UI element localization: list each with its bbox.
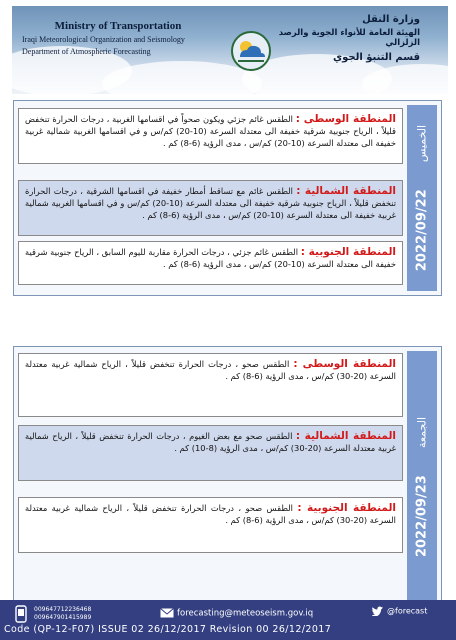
ministry-name-en: Ministry of Transportation bbox=[54, 20, 182, 32]
region-name: المنطقة الجنوبية : bbox=[300, 246, 397, 258]
email-link[interactable]: forecasting@meteoseism.gov.iq bbox=[177, 608, 314, 619]
region-name: المنطقة الجنوبية : bbox=[297, 502, 397, 514]
region-text: الطقس صحو مع بعض الغيوم ، درجات الحرارة تنخفض قليلاً ، الرياح شمالية غربية معتدلة السرعة (20-30) كم/س ، مدى الرؤية (8-10) كم . bbox=[25, 431, 396, 453]
region-name: المنطقة الشمالية : bbox=[295, 430, 396, 442]
department-name-ar: قسم التنبؤ الجوي bbox=[332, 52, 420, 63]
phone-icon bbox=[14, 605, 28, 623]
day-date: 2022/09/22 bbox=[414, 189, 430, 272]
organization-name-en: Iraqi Meteorological Organization and Seismology bbox=[22, 35, 185, 44]
phone-number[interactable]: 009647901415989 bbox=[34, 614, 92, 621]
email-block bbox=[160, 608, 313, 619]
region-name: المنطقة الوسطى : bbox=[295, 113, 396, 125]
region-forecast-south bbox=[18, 497, 403, 553]
day-label bbox=[407, 351, 437, 623]
region-text: الطقس غائم جزئي ، درجات الحرارة مقاربة لليوم السابق ، الرياح جنوبية شرقية خفيفة الى معتدلة السرعة (10-20) كم/س ، مدى الرؤية (6-8) كم . bbox=[25, 247, 396, 269]
region-forecast-central bbox=[18, 353, 403, 417]
region-forecast-north bbox=[18, 180, 403, 236]
region-text: الطقس غائم جزئي ويكون صحواً في اقسامها الغربية ، درجات الحرارة تنخفض قليلاً ، الرياح جنوبية شرقية خفيفة الى معتدلة السرعة (10-20) كم/س و في اقسامها الغربية شمالية غربية خفيفة الى معتدلة السرعة (10-20) كم/س ، مدى الرؤية (6-8) كم . bbox=[25, 114, 397, 148]
organization-name-ar: الهيئة العامة للأنواء الجوية والرصد الزلزالي bbox=[278, 28, 420, 48]
header-banner bbox=[12, 6, 448, 94]
day-name: الجمعة bbox=[415, 416, 429, 449]
region-forecast-north bbox=[18, 425, 403, 481]
department-name-en: Department of Atmospheric Forecasting bbox=[22, 47, 151, 56]
region-name: المنطقة الوسطى : bbox=[293, 358, 396, 370]
region-forecast-south bbox=[18, 241, 403, 285]
region-name: المنطقة الشمالية : bbox=[296, 185, 396, 197]
twitter-icon bbox=[372, 606, 384, 616]
region-text: الطقس غائم مع تساقط أمطار خفيفة في اقسامها الشرقية ، درجات الحرارة تنخفض قليلاً ، الرياح جنوبية شرقية خفيفة الى معتدلة السرعة (10-20) كم/س و في اقسامها الغربية شمالية غربية خفيفة الى معتدلة السرعة (10-20) كم/س ، مدى الرؤية (6-8) كم . bbox=[25, 186, 396, 220]
region-text: الطقس صحو ، درجات الحرارة تنخفض قليلاً ، الرياح شمالية غربية معتدلة السرعة (20-30) كم/س ، مدى الرؤية (6-8) كم . bbox=[25, 503, 396, 525]
phone-numbers bbox=[34, 606, 91, 622]
day-label bbox=[407, 105, 437, 291]
day-name: الخميس bbox=[415, 124, 429, 163]
phone-number[interactable]: 009647712236468 bbox=[34, 606, 92, 613]
document-code-line: Code (QP-12-F07) ISSUE 02 26/12/2017 Revision 00 26/12/2017 bbox=[4, 624, 332, 635]
day-date: 2022/09/23 bbox=[414, 475, 430, 558]
header-english-block bbox=[22, 20, 192, 56]
twitter-handle[interactable]: @forecast bbox=[387, 606, 428, 616]
footer-bar bbox=[0, 600, 456, 640]
email-icon bbox=[160, 608, 174, 618]
region-forecast-central bbox=[18, 108, 403, 164]
header-arabic-block bbox=[250, 14, 420, 63]
twitter-block bbox=[372, 606, 427, 616]
region-text: الطقس صحو ، درجات الحرارة تنخفض قليلاً ، الرياح شمالية غربية معتدلة السرعة (20-30) كم/س ، مدى الرؤية (6-8) كم . bbox=[25, 359, 396, 381]
day-section-friday bbox=[13, 346, 442, 628]
day-section-thursday bbox=[13, 100, 442, 296]
ministry-name-ar: وزارة النقل bbox=[362, 14, 420, 25]
